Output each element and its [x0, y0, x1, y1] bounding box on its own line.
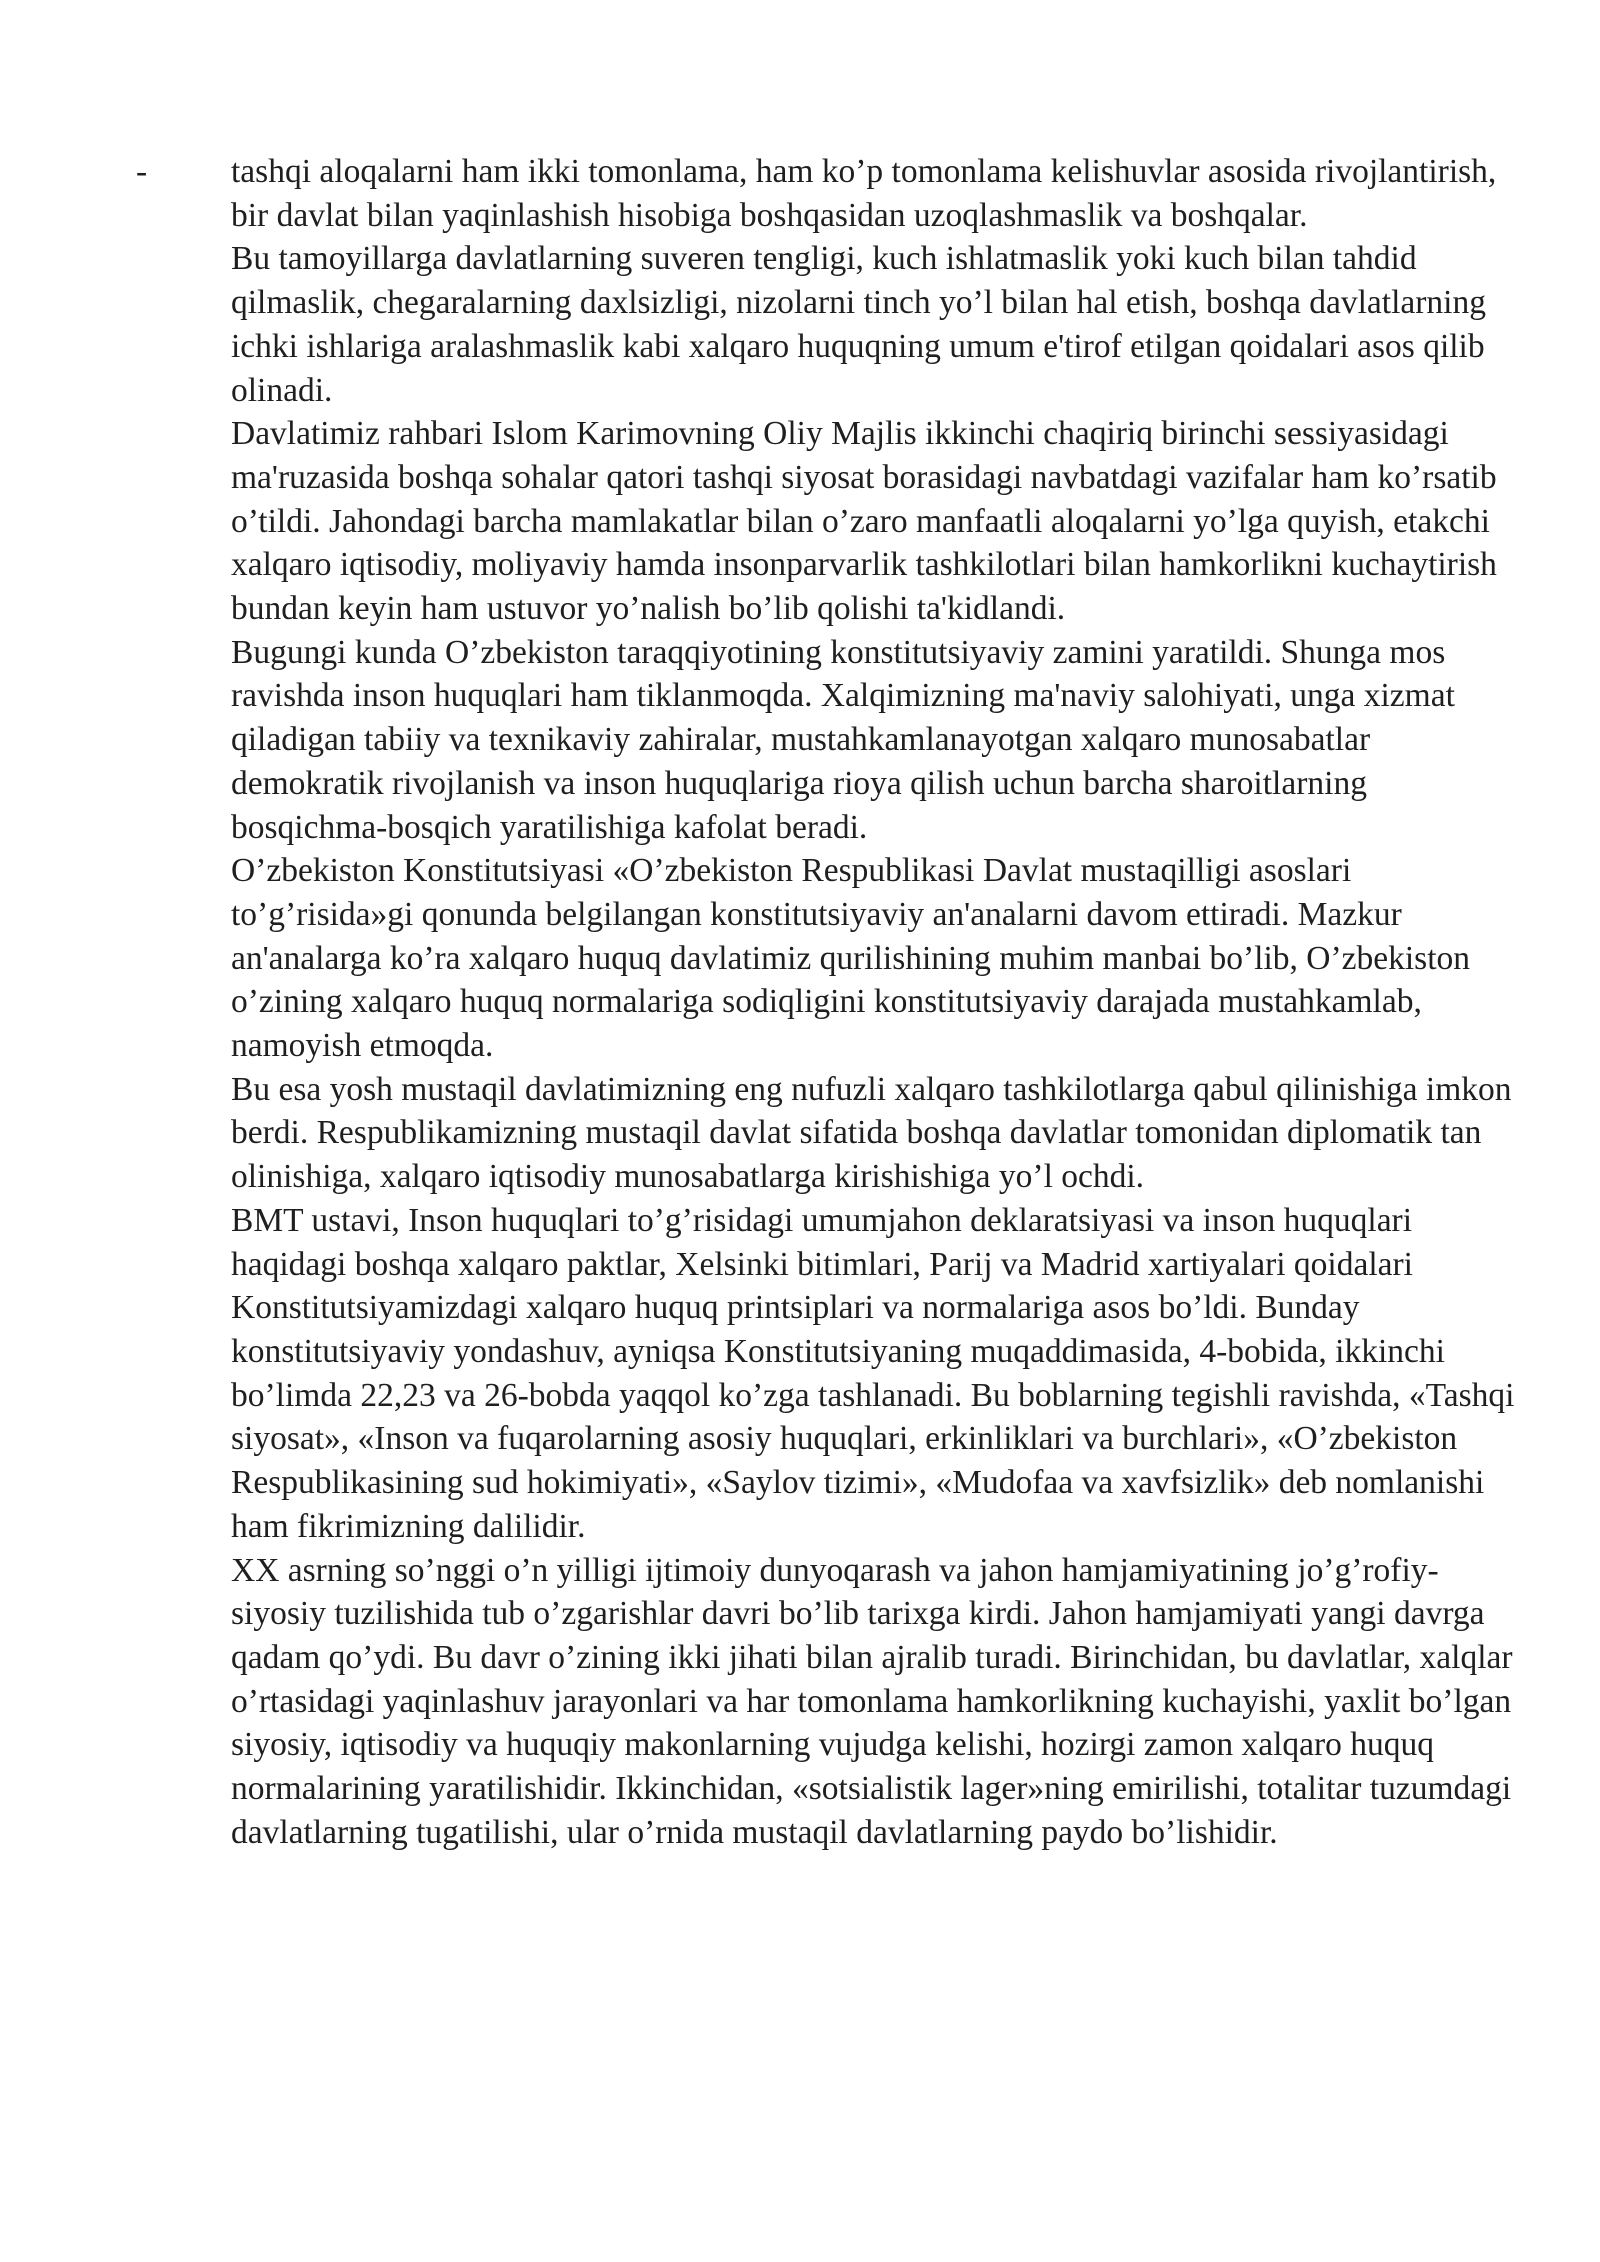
paragraph-international-recognition: Bu esa yosh mustaqil davlatimizning eng nufuzli xalqaro tashkilotlarga qabul qilinishiga imkon berdi. Respublikamizning mustaqil davlat sifatida boshqa davlatlar tomonidan diplomatik tan olinishiga, xalqaro iqtisodiy munosabatlarga kirishishiga yo’l ochdi. [231, 1070, 1512, 1196]
paragraph-constitution-traditions: O’zbekiston Konstitutsiyasi «O’zbekiston Respublikasi Davlat mustaqilligi asoslari to’g’risida»gi qonunda belgilangan konstitutsiyaviy an'analarni davom ettiradi. Mazkur an'analarga ko’ra xalqaro huquq davlatimiz qurilishining muhim manbai bo’lib, O’zbekiston o’zining xalqaro huquq normalariga sodiqligini konstitutsiyaviy darajada mustahkamlab, namoyish etmoqda. [231, 852, 1471, 1065]
paragraph-president-speech: Davlatimiz rahbari Islom Karimovning Oliy Majlis ikkinchi chaqiriq birinchi sessiyasidagi ma'ruzasida boshqa sohalar qatori tashqi siyosat borasidagi navbatdagi vazifalar ham ko’rsatib o’tildi. Jahondagi barcha mamlakatlar bilan o’zaro manfaatli aloqalarni yo’lga quyish, etakchi xalqaro iqtisodiy, moliyaviy hamda insonparvarlik tashkilotlari bilan hamkorlikni kuchaytirish bundan keyin ham ustuvor yo’nalish bo’lib qolishi ta'kidlandi. [231, 415, 1497, 628]
paragraph-twentieth-century: XX asrning so’nggi o’n yilligi ijtimoiy dunyoqarash va jahon hamjamiyatining jo’g’rofiy-siyosiy tuzilishida tub o’zgarishlar davri bo’lib tarixga kirdi. Jahon hamjamiyati yangi davrga qadam qo’ydi. Bu davr o’zining ikki jihati bilan ajralib turadi. Birinchidan, bu davlatlar, xalqlar o’rtasidagi yaqinlashuv jarayonlari va har tomonlama hamkorlikning kuchayishi, yaxlit bo’lgan siyosiy, iqtisodiy va huquqiy makonlarning vujudga kelishi, hozirgi zamon xalqaro huquq normalarining yaratilishidir. Ikkinchidan, «sotsialistik lager»ning emirilishi, totalitar tuzumdagi davlatlarning tugatilishi, ular o’rnida mustaqil davlatlarning paydo bo’lishidir. [231, 1551, 1513, 1851]
paragraph-principles: Bu tamoyillarga davlatlarning suveren tengligi, kuch ishlatmaslik yoki kuch bilan tahdid qilmaslik, chegaralarning daxlsizligi, nizolarni tinch yo’l bilan hal etish, boshqa davlatlarning ichki ishlariga aralashmaslik kabi xalqaro huquqning umum e'tirof etilgan qoidalari asos qilib olinadi. [231, 240, 1486, 409]
bullet-item [136, 150, 1521, 237]
document-page [136, 150, 1521, 1854]
bullet-text: tashqi aloqalarni ham ikki tomonlama, ham ko’p tomonlama kelishuvlar asosida rivojlantirish, bir davlat bilan yaqinlashish hisobiga boshqasidan uzoqlashmaslik va boshqalar. [231, 153, 1497, 234]
paragraph-constitutional-basis: Bugungi kunda O’zbekiston taraqqiyotining konstitutsiyaviy zamini yaratildi. Shunga mos ravishda inson huquqlari ham tiklanmoqda. Xalqimizning ma'naviy salohiyati, unga xizmat qiladigan tabiiy va texnikaviy zahiralar, mustahkamlanayotgan xalqaro munosabatlar demokratik rivojlanish va inson huquqlariga rioya qilish uchun barcha sharoitlarning bosqichma-bosqich yaratilishiga kafolat beradi. [231, 633, 1455, 846]
bullet-marker: - [136, 153, 148, 190]
paragraph-international-law-sources: BMT ustavi, Inson huquqlari to’g’risidagi umumjahon deklaratsiyasi va inson huquqlari haqidagi boshqa xalqaro paktlar, Xelsinki bitimlari, Parij va Madrid xartiyalari qoidalari Konstitutsiyamizdagi xalqaro huquq printsiplari va normalariga asos bo’ldi. Bunday konstitutsiyaviy yondashuv, ayniqsa Konstitutsiyaning muqaddimasida, 4-bobida, ikkinchi bo’limda 22,23 va 26-bobda yaqqol ko’zga tashlanadi. Bu boblarning tegishli ravishda, «Tashqi siyosat», «Inson va fuqarolarning asosiy huquqlari, erkinliklari va burchlari», «O’zbekiston Respublikasining sud hokimiyati», «Saylov tizimi», «Mudofaa va xavfsizlik» deb nomlanishi ham fikrimizning dalilidir. [231, 1201, 1515, 1545]
